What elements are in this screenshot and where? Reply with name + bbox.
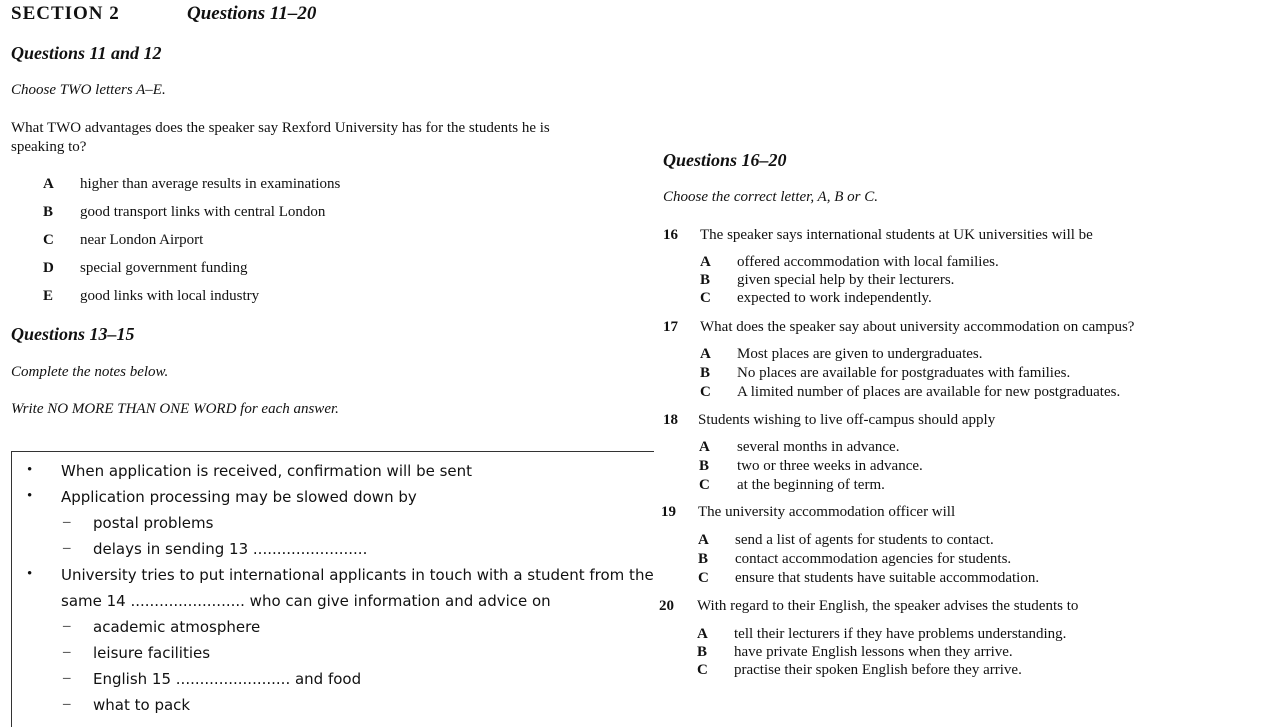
question-text: What does the speaker say about university accommodation on campus?	[700, 319, 1135, 335]
note-line: postal problems	[93, 514, 214, 532]
option-letter: C	[698, 570, 709, 586]
questions-13-15-heading: Questions 13–15	[11, 324, 135, 344]
note-line: what to pack	[93, 696, 191, 714]
option-text: contact accommodation agencies for students.	[735, 551, 1012, 567]
question-text: The speaker says international students at UK universities will be	[700, 227, 1093, 243]
question-11-12-text-line2: speaking to?	[11, 139, 87, 155]
option-letter: A	[699, 439, 710, 455]
option-letter: B	[699, 458, 710, 474]
note-line: leisure facilities	[93, 644, 211, 662]
option-text: good links with local industry	[80, 288, 260, 304]
option-text: near London Airport	[80, 232, 204, 248]
option-text: tell their lecturers if they have problems understanding.	[734, 626, 1067, 642]
option-letter: C	[700, 384, 711, 400]
option-text: at the beginning of term.	[737, 477, 885, 493]
dash: –	[63, 618, 71, 634]
option-text: practise their spoken English before they arrive.	[734, 662, 1022, 678]
dash: –	[63, 696, 71, 712]
option-text: No places are available for postgraduates with families.	[737, 365, 1071, 381]
option-text: Most places are given to undergraduates.	[737, 346, 983, 362]
option-text: send a list of agents for students to contact.	[735, 532, 994, 548]
option-text: higher than average results in examinations	[80, 176, 341, 192]
questions-11-12-instruction: Choose TWO letters A–E.	[11, 82, 166, 98]
questions-13-15-instruction: Complete the notes below.	[11, 364, 169, 380]
question-number: 17	[663, 319, 678, 335]
option-text: several months in advance.	[737, 439, 900, 455]
option-text: given special help by their lecturers.	[737, 272, 955, 288]
questions-16-20-instruction: Choose the correct letter, A, B or C.	[663, 189, 878, 205]
dash: –	[63, 514, 71, 530]
question-11-12-text-line1: What TWO advantages does the speaker say Rexford University has for the students he is	[11, 120, 550, 136]
option-text: have private English lessons when they arrive.	[734, 644, 1013, 660]
section-title: SECTION 2	[11, 3, 120, 24]
option-letter: A	[700, 254, 711, 270]
questions-13-15-word-limit: Write NO MORE THAN ONE WORD for each answer.	[11, 401, 339, 417]
option-text: two or three weeks in advance.	[737, 458, 923, 474]
section-questions-range: Questions 11–20	[187, 3, 317, 24]
option-letter: B	[698, 551, 709, 567]
option-text: ensure that students have suitable accommodation.	[735, 570, 1040, 586]
dash: –	[63, 540, 71, 556]
option-letter: C	[697, 662, 708, 678]
option-letter: A	[700, 346, 711, 362]
note-line-answer-14: same 14 ........................ who can give information and advice on	[61, 592, 551, 610]
question-text: With regard to their English, the speaker advises the students to	[697, 598, 1079, 614]
dash: –	[63, 644, 71, 660]
question-number: 20	[659, 598, 674, 614]
question-number: 18	[663, 412, 678, 428]
option-letter: B	[697, 644, 708, 660]
option-letter: A	[698, 532, 709, 548]
dash: –	[63, 670, 71, 686]
option-text: A limited number of places are available for new postgraduates.	[737, 384, 1121, 400]
option-text: expected to work independently.	[737, 290, 932, 306]
option-text: offered accommodation with local families.	[737, 254, 999, 270]
option-letter: A	[43, 176, 54, 192]
option-letter: E	[43, 288, 54, 304]
option-text: good transport links with central London	[80, 204, 326, 220]
bullet: •	[27, 566, 33, 582]
note-line: When application is received, confirmation will be sent	[61, 462, 473, 480]
note-line: University tries to put international applicants in touch with a student from the	[61, 566, 654, 584]
option-letter: D	[43, 260, 54, 276]
option-letter: A	[697, 626, 708, 642]
note-line-answer-13: delays in sending 13 ........................	[93, 540, 368, 558]
question-text: The university accommodation officer will	[698, 504, 956, 520]
note-line: Application processing may be slowed down by	[61, 488, 417, 506]
option-letter: C	[43, 232, 54, 248]
option-text: special government funding	[80, 260, 248, 276]
question-number: 16	[663, 227, 678, 243]
option-letter: C	[699, 477, 710, 493]
note-line: academic atmosphere	[93, 618, 261, 636]
questions-16-20-heading: Questions 16–20	[663, 150, 787, 170]
option-letter: B	[700, 272, 711, 288]
question-text: Students wishing to live off-campus should apply	[698, 412, 996, 428]
note-line-answer-15: English 15 ........................ and food	[93, 670, 362, 688]
questions-11-12-heading: Questions 11 and 12	[11, 43, 162, 63]
option-letter: C	[700, 290, 711, 306]
option-letter: B	[700, 365, 711, 381]
bullet: •	[27, 462, 33, 478]
option-letter: B	[43, 204, 54, 220]
question-number: 19	[661, 504, 676, 520]
bullet: •	[27, 488, 33, 504]
